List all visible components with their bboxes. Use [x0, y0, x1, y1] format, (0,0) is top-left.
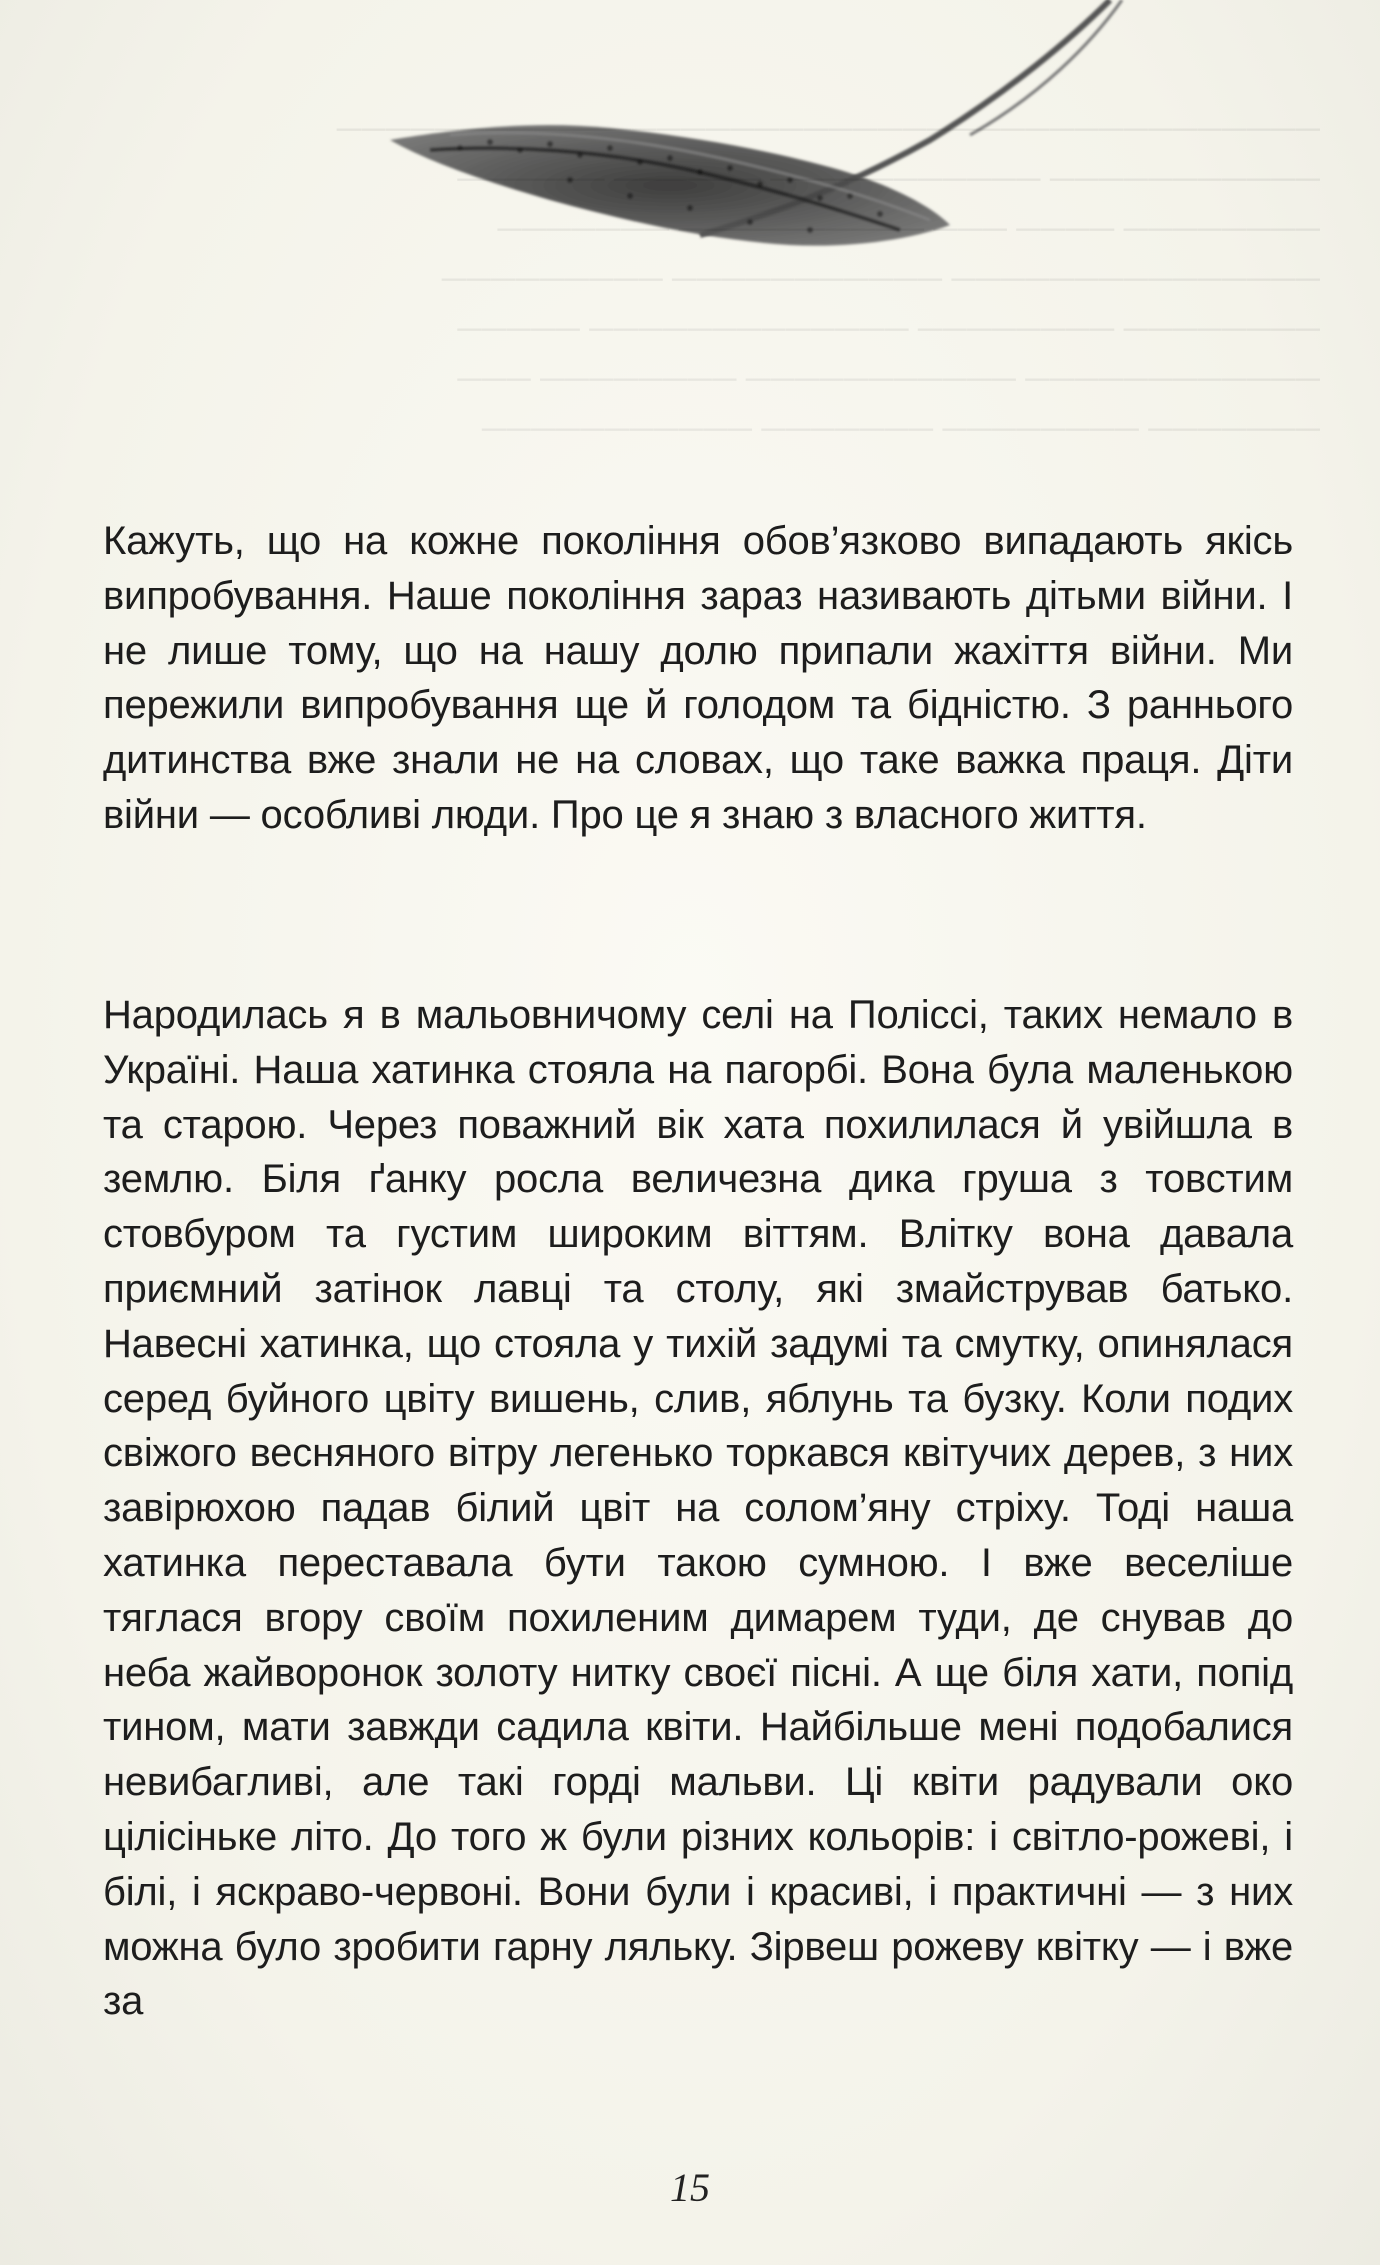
- show-through-text: ──────────────────────────────────────── ─────────── ─────────── ────── ────── ──────── ──── ─── ────────── ─────── ─────────────── ─────────── ───────── ──────── ──────── ───────────── ───── ──────────── ─────────── ──────── ─── ─────── ──────── ─────── ───────────: [336, 111, 1320, 448]
- paragraph-1: [103, 514, 1293, 843]
- paragraph-text: Народилась я в мальовничому селі на Поліссі, таких немало в Україні. Наша хатинка стояла на пагорбі. Вона була маленькою та старою. Через поважний вік хата похилилася й увійшла в землю. Біля ґанку росла величезна дика груша з товстим стовбуром та густим широким віттям. Влітку вона давала приємний затінок лавці та столу, які змайстрував батько. Навесні хатинка, що стояла у тихій задумі та смутку, опинялася серед буйного цвіту вишень, слив, яблунь та бузку. Коли подих свіжого весняного вітру легенько торкався квітучих дерев, з них завірюхою падав білий цвіт на солом’яну стріху. Тоді наша хатинка переставала бути такою сумною. І вже веселіше тяглася вгору своїм похиленим димарем туди, де снував до неба жайворонок золоту нитку своєї пісні. А ще біля хати, попід тином, мати завжди садила квіти. Найбільше мені подобалися невибагливі, але такі горді мальви. Ці квіти радували око цілісіньке літо. До того ж були різних кольорів: і світло-рожеві, і білі, і яскраво-червоні. Вони були і красиві, і практичні — з них можна було зробити гарну ляльку. Зірвеш рожеву квітку — і вже за: [103, 993, 1293, 2024]
- paragraph-2: [103, 988, 1293, 2029]
- page-number: 15: [670, 2165, 710, 2210]
- paragraph-text: Кажуть, що на кожне покоління обов’язково випадають якісь випробування. Наше покоління зараз називають дітьми війни. І не лише тому, що на нашу долю припали жахіття війни. Ми пережили випробування ще й голодом та бідністю. З раннього дитинства вже знали не на словах, що таке важка праця. Діти війни — особливі люди. Про це я знаю з власного життя.: [103, 519, 1293, 837]
